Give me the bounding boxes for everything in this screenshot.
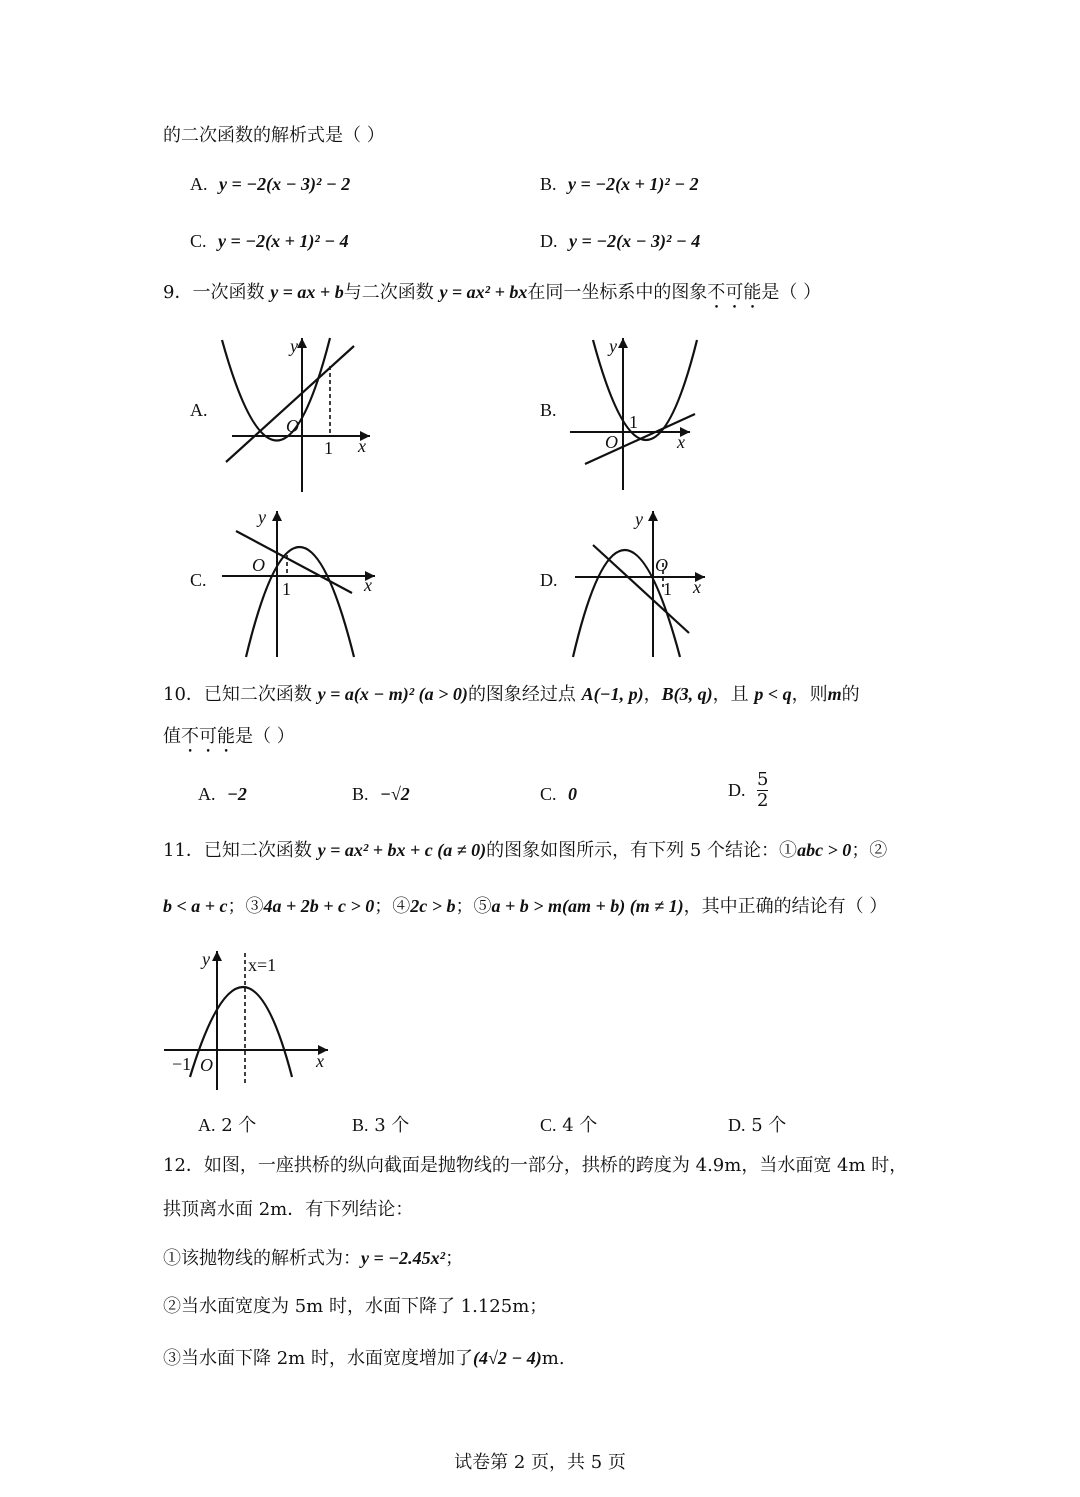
- q11-stem-line2: b < a + c；③4a + 2b + c > 0；④2c > b；⑤a + b > m(am + b) (m ≠ 1)，其中正确的结论有（ ）: [163, 896, 888, 917]
- q9-stem: 9．一次函数 y = ax + b与二次函数 y = ax² + bx在同一坐标系中的图象不可能是（ ）: [163, 282, 822, 303]
- origin-label: O: [252, 555, 265, 575]
- y-arrow: [618, 338, 628, 348]
- fraction: $\frac{5}{2}$: [756, 769, 769, 811]
- origin-label: O: [286, 416, 299, 436]
- q9-graph-label-c: C.: [190, 570, 207, 590]
- q9-graph-c: [220, 505, 385, 660]
- origin-label: O: [605, 432, 618, 452]
- q8-option-b: B. y = −2(x + 1)² − 2: [540, 174, 699, 194]
- tick-label: 1: [324, 438, 333, 458]
- y-arrow: [272, 511, 282, 521]
- q8-option-c: C. y = −2(x + 1)² − 4: [190, 231, 349, 251]
- tick-label: 1: [629, 412, 638, 432]
- q12-stem-line2: 拱顶离水面 2m．有下列结论：: [163, 1199, 414, 1220]
- q12-conclusion-2: ②当水面宽度为 5m 时，水面下降了 1.125m；: [163, 1296, 548, 1317]
- x-label: x: [693, 577, 701, 597]
- q9-graph-label-b: B.: [540, 400, 557, 420]
- line: [226, 346, 354, 462]
- q10-stem-line2: 值不可能是（ ）: [163, 726, 295, 747]
- q11-graph: [160, 945, 340, 1095]
- neg-one-label: −1: [172, 1054, 192, 1074]
- q9-graph-a: [220, 330, 380, 500]
- q10-option-b: B. −√2: [352, 784, 410, 804]
- q10-option-d: D. $\frac{5}{2}$: [728, 769, 769, 811]
- parabola: [222, 338, 330, 441]
- q11-option-a: A. 2 个: [198, 1115, 257, 1136]
- q8-stem-tail: 的二次函数的解析式是（ ）: [163, 125, 385, 146]
- y-arrow: [648, 511, 658, 521]
- y-label: y: [202, 949, 210, 969]
- q10-option-a: A. −2: [198, 784, 247, 804]
- y-label: y: [258, 507, 266, 527]
- q10-option-c: C. 0: [540, 784, 577, 804]
- q8-option-a: A. y = −2(x − 3)² − 2: [190, 174, 351, 194]
- x-label: x: [316, 1051, 324, 1071]
- origin-label: O: [655, 555, 668, 575]
- q9-graph-d: [565, 505, 715, 660]
- y-arrow: [297, 338, 307, 348]
- x-label: x: [358, 436, 366, 456]
- q12-conclusion-3: ③当水面下降 2m 时，水面宽度增加了(4√2 − 4)m.: [163, 1348, 565, 1369]
- origin-label: O: [200, 1055, 213, 1075]
- y-label: y: [290, 336, 298, 356]
- q10-stem-line1: 10．已知二次函数 y = a(x − m)² (a > 0)的图象经过点 A(−1, p)，B(3, q)，且 p < q，则m的: [163, 684, 860, 705]
- q11-option-b: B. 3 个: [352, 1115, 410, 1136]
- y-arrow: [212, 951, 222, 961]
- page-footer: 试卷第 2 页，共 5 页: [454, 1452, 626, 1473]
- x-label: x: [677, 432, 685, 452]
- q9-graph-label-a: A.: [190, 400, 208, 420]
- y-label: y: [635, 509, 643, 529]
- x-label: x: [364, 575, 372, 595]
- q11-option-c: C. 4 个: [540, 1115, 598, 1136]
- q9-graph-b: [565, 330, 715, 495]
- q9-graph-label-d: D.: [540, 570, 558, 590]
- tick-label: 1: [282, 579, 291, 599]
- q8-option-d: D. y = −2(x − 3)² − 4: [540, 231, 701, 251]
- q12-stem-line1: 12．如图，一座拱桥的纵向截面是抛物线的一部分，拱桥的跨度为 4.9m，当水面宽 4m 时，: [163, 1155, 908, 1176]
- tick-label: 1: [663, 579, 672, 599]
- q12-conclusion-1: ①该抛物线的解析式为：y = −2.45x²；: [163, 1248, 464, 1269]
- q11-stem-line1: 11．已知二次函数 y = ax² + bx + c (a ≠ 0)的图象如图所示，有下列 5 个结论：①abc > 0；②: [163, 840, 888, 861]
- y-label: y: [609, 336, 617, 356]
- q11-option-d: D. 5 个: [728, 1115, 787, 1136]
- symmetry-label: x=1: [248, 955, 277, 975]
